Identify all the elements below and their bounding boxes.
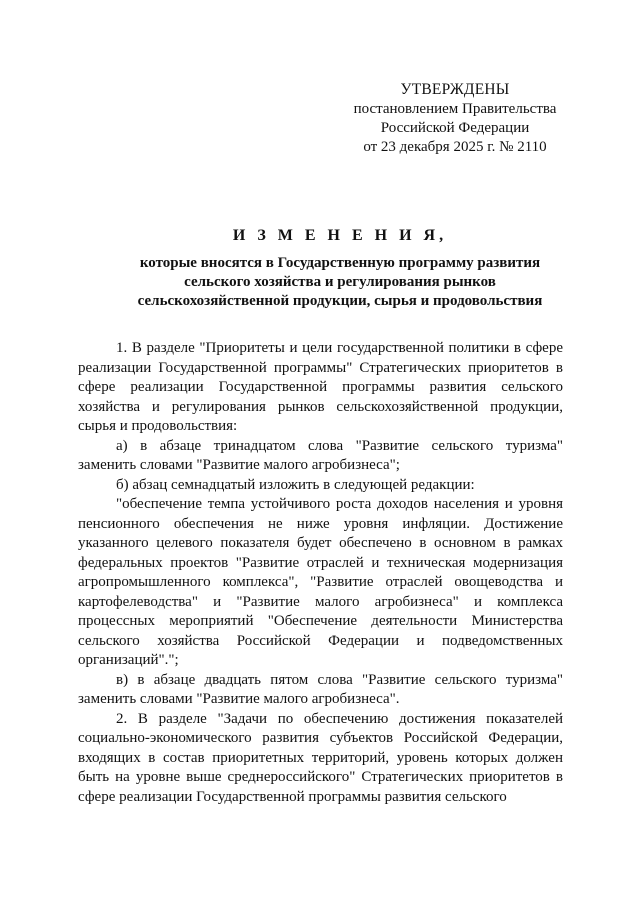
paragraph-section-1: 1. В разделе "Приоритеты и цели государственной политики в сфере реализации Государственной программы" Стратегических приоритетов в сфере реализации Государственной программы развития сельского хозяйства и регулирования рынков сельскохозяйственной продукции, сырья и продовольствия: bbox=[78, 340, 563, 434]
paragraph-item-a: а) в абзаце тринадцатом слова "Развитие сельского туризма" заменить словами "Развитие малого агробизнеса"; bbox=[78, 437, 563, 473]
approval-line-authority: постановлением Правительства bbox=[353, 101, 557, 117]
document-title: И З М Е Н Е Н И Я, bbox=[232, 227, 448, 244]
approval-line-country: Российской Федерации bbox=[380, 120, 530, 136]
document-body bbox=[78, 339, 563, 807]
paragraph-item-v: в) в абзаце двадцать пятом слова "Развитие сельского туризма" заменить словами "Развитие малого агробизнеса". bbox=[78, 671, 563, 707]
document-subtitle-line-2: сельского хозяйства и регулирования рынков bbox=[184, 274, 496, 290]
document-subtitle-line-3: сельскохозяйственной продукции, сырья и продовольствия bbox=[137, 293, 543, 309]
paragraph-section-2: 2. В разделе "Задачи по обеспечению достижения показателей социально-экономического развития субъектов Российской Федерации, входящих в состав приоритетных территорий, уровень которых должен быть на уровне выше среднероссийского" Стратегических приоритетов в сфере реализации Государственной программы развития сельского bbox=[78, 710, 563, 805]
document-title-block bbox=[60, 226, 620, 311]
approval-block bbox=[330, 80, 580, 157]
paragraph-quoted-text: "обеспечение темпа устойчивого роста доходов населения и уровня пенсионного обеспечения не ниже уровня инфляции. Достижение указанного целевого показателя будет обеспечено в основном в рамках федеральных проектов "Развитие отраслей и техническая модернизация агропромышленного комплекса", "Развитие отраслей овощеводства и картофелеводства" и "Развитие малого агробизнеса" и комплекса процессных мероприятий "Обеспечение деятельности Министерства сельского хозяйства Российской Федерации и подведомственных организаций"."; bbox=[78, 496, 563, 668]
document-subtitle-line-1: которые вносятся в Государственную программу развития bbox=[139, 255, 541, 271]
approval-line-date: от 23 декабря 2025 г. № 2110 bbox=[363, 139, 547, 155]
approval-title: УТВЕРЖДЕНЫ bbox=[400, 81, 510, 98]
paragraph-item-b: б) абзац семнадцатый изложить в следующей редакции: bbox=[116, 476, 475, 493]
